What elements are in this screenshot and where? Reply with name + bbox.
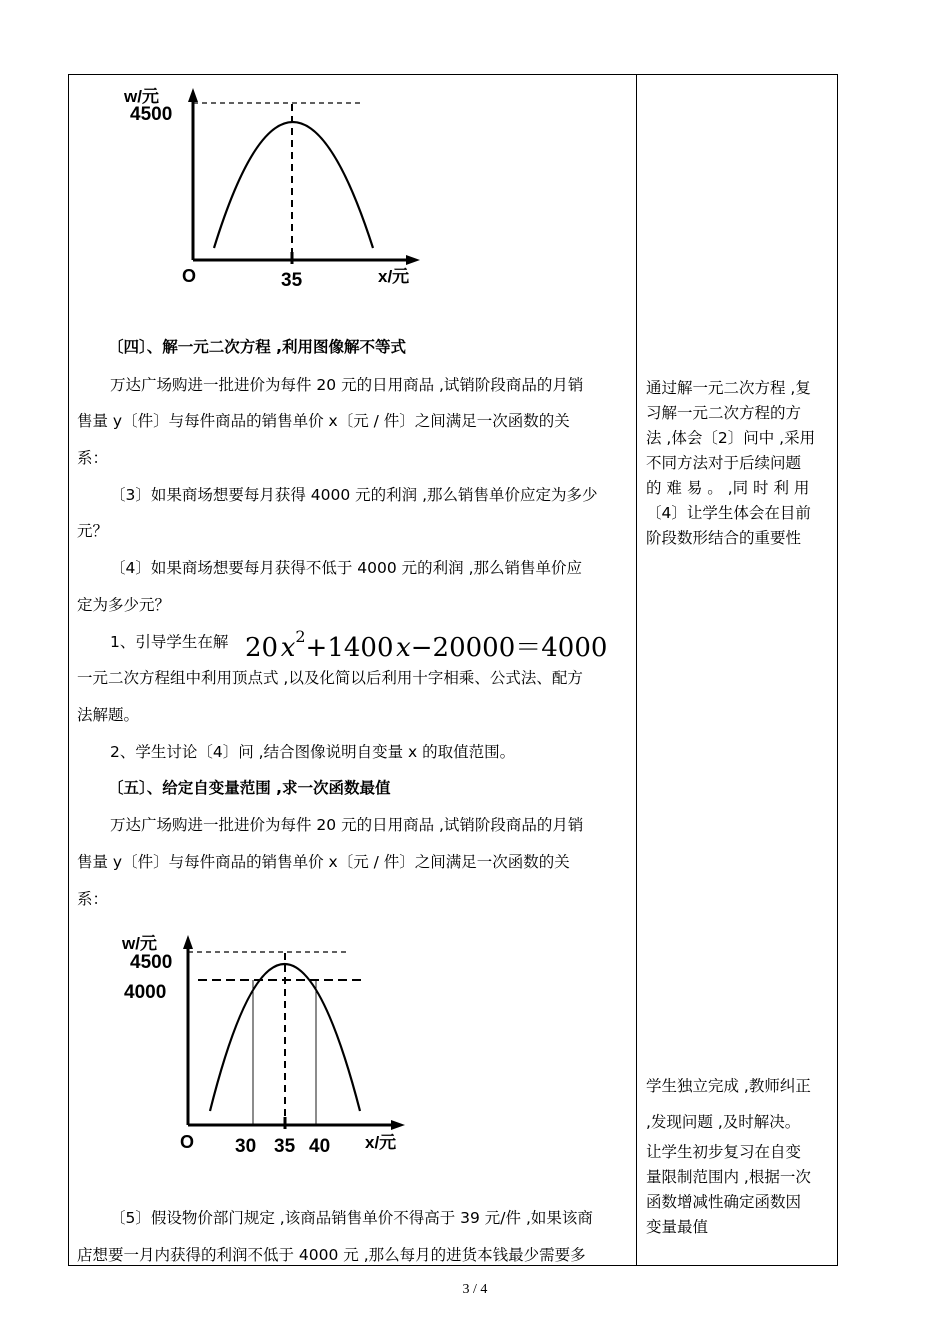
- x-value-30: 30: [235, 1136, 257, 1157]
- note1-line: 的 难 易 。 ,同 时 利 用: [646, 479, 810, 497]
- y-axis-label: w/元: [122, 934, 157, 953]
- q5-line-1: 〔5〕假设物价部门规定 ,该商品销售单价不得高于 39 元/件 ,如果该商: [110, 1209, 593, 1227]
- note1-line: 不同方法对于后续问题: [646, 454, 802, 472]
- section5-intro-1: 万达广场购进一批进价为每件 20 元的日用商品 ,试销阶段商品的月销: [110, 816, 584, 834]
- note3-line: 量限制范围内 ,根据一次: [646, 1168, 811, 1186]
- note3-line: 函数增减性确定函数因: [646, 1193, 802, 1211]
- step1-line-2: 法解题。: [77, 706, 140, 724]
- note1-line: 〔4〕让学生体会在目前: [646, 504, 811, 522]
- x-axis-label: x/元: [365, 1133, 397, 1152]
- y-axis-arrow: [188, 88, 198, 102]
- sidebar-note-2: [646, 1068, 834, 1140]
- y-axis-label: w/元: [124, 87, 159, 106]
- y-value-label: 4500: [130, 104, 173, 125]
- q3-line-1: 〔3〕如果商场想要每月获得 4000 元的利润 ,那么销售单价应定为多少: [110, 486, 598, 504]
- q4-line-2: 定为多少元？: [77, 596, 171, 614]
- note3-line: 变量最值: [646, 1218, 709, 1236]
- x-axis-arrow: [391, 1120, 405, 1130]
- section4-intro-2: 售量 y〔件〕与每件商品的销售单价 x〔元 / 件〕之间满足一次函数的关: [77, 412, 570, 430]
- section4-intro-3: 系：: [77, 449, 109, 467]
- origin-label: O: [182, 266, 197, 286]
- x-axis-arrow: [406, 255, 420, 265]
- section5-title: 〔五〕、给定自变量范围 ,求一次函数最值: [108, 779, 391, 797]
- note2-line: 学生独立完成 ,教师纠正: [646, 1077, 811, 1095]
- note1-line: 通过解一元二次方程 ,复: [646, 379, 811, 397]
- x-value-label: 35: [281, 270, 303, 291]
- page-number: 3 / 4: [462, 1282, 488, 1297]
- section4-title: 〔四〕、解一元二次方程 ,利用图像解不等式: [108, 338, 407, 356]
- step1-prefix: 1、引导学生在解: [110, 633, 229, 651]
- step1-line-1: 一元二次方程组中利用顶点式 ,以及化简以后利用十字相乘、公式法、配方: [77, 669, 583, 687]
- section5-intro-3: 系：: [77, 890, 109, 908]
- q5-line-2: 店想要一月内获得的利润不低于 4000 元 ,那么每月的进货本钱最少需要多: [77, 1246, 586, 1264]
- parabola-curve: [214, 122, 373, 248]
- y-value-top-label: 4500: [130, 952, 173, 973]
- sidebar-note-1: [646, 376, 834, 551]
- y-value-mid-label: 4000: [124, 982, 167, 1003]
- section5-intro-2: 售量 y〔件〕与每件商品的销售单价 x〔元 / 件〕之间满足一次函数的关: [77, 853, 570, 871]
- note3-line: 让学生初步复习在自变: [646, 1143, 802, 1161]
- note2-line: ,发现问题 ,及时解决。: [646, 1113, 801, 1131]
- x-axis-label: x/元: [378, 267, 410, 286]
- parabola-graph-1: [110, 80, 440, 300]
- column-divider: [636, 74, 637, 1266]
- origin-label: O: [180, 1132, 195, 1152]
- section4-intro-1: 万达广场购进一批进价为每件 20 元的日用商品 ,试销阶段商品的月销: [110, 376, 584, 394]
- note1-line: 阶段数形结合的重要性: [646, 529, 802, 547]
- x-value-35: 35: [274, 1136, 296, 1157]
- quadratic-equation: 20 $x^2+1400$ x−20000＝4000: [245, 627, 608, 663]
- note1-line: 法 ,体会〔2〕问中 ,采用: [646, 429, 816, 447]
- q3-line-2: 元？: [77, 522, 109, 540]
- q4-line-1: 〔4〕如果商场想要每月获得不低于 4000 元的利润 ,那么销售单价应: [110, 559, 583, 577]
- x-value-40: 40: [309, 1136, 331, 1157]
- note1-line: 习解一元二次方程的方: [646, 404, 802, 422]
- parabola-graph-2: [110, 925, 430, 1165]
- sidebar-note-3: [646, 1140, 834, 1240]
- step2: 2、学生讨论〔4〕问 ,结合图像说明自变量 x 的取值范围。: [110, 743, 516, 761]
- y-axis-arrow: [183, 935, 193, 949]
